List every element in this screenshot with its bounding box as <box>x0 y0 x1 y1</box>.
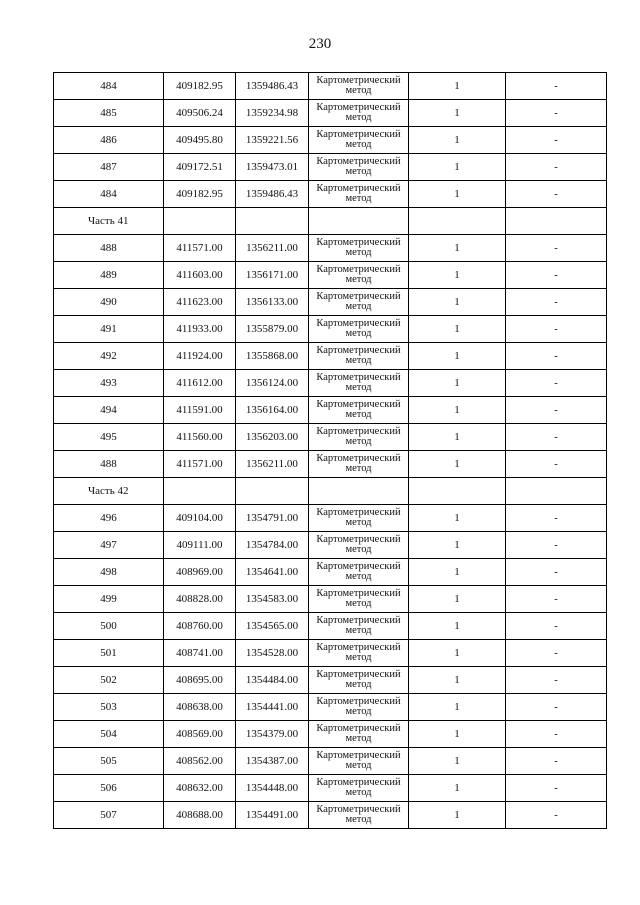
accuracy-cell: 1 <box>409 154 506 181</box>
empty-cell <box>409 208 506 235</box>
y-coordinate-cell: 1359486.43 <box>236 73 309 100</box>
point-number-cell: 484 <box>54 73 164 100</box>
x-coordinate-cell: 409104.00 <box>164 505 236 532</box>
method-cell: Картометрический метод <box>309 640 409 667</box>
table-row <box>54 802 607 829</box>
table-row <box>54 505 607 532</box>
point-number-cell: 506 <box>54 775 164 802</box>
empty-cell <box>506 208 607 235</box>
method-cell: Картометрический метод <box>309 181 409 208</box>
x-coordinate-cell: 409111.00 <box>164 532 236 559</box>
point-number-cell: 497 <box>54 532 164 559</box>
empty-cell <box>309 208 409 235</box>
note-cell: - <box>506 127 607 154</box>
method-cell: Картометрический метод <box>309 613 409 640</box>
accuracy-cell: 1 <box>409 289 506 316</box>
accuracy-cell: 1 <box>409 505 506 532</box>
note-cell: - <box>506 424 607 451</box>
accuracy-cell: 1 <box>409 667 506 694</box>
x-coordinate-cell: 408760.00 <box>164 613 236 640</box>
x-coordinate-cell: 411623.00 <box>164 289 236 316</box>
coordinates-table-body <box>54 73 607 829</box>
method-cell: Картометрический метод <box>309 154 409 181</box>
y-coordinate-cell: 1355868.00 <box>236 343 309 370</box>
method-cell: Картометрический метод <box>309 262 409 289</box>
accuracy-cell: 1 <box>409 640 506 667</box>
x-coordinate-cell: 411612.00 <box>164 370 236 397</box>
note-cell: - <box>506 100 607 127</box>
x-coordinate-cell: 411933.00 <box>164 316 236 343</box>
x-coordinate-cell: 411603.00 <box>164 262 236 289</box>
note-cell: - <box>506 370 607 397</box>
y-coordinate-cell: 1359473.01 <box>236 154 309 181</box>
y-coordinate-cell: 1354528.00 <box>236 640 309 667</box>
point-number-cell: 493 <box>54 370 164 397</box>
method-cell: Картометрический метод <box>309 775 409 802</box>
note-cell: - <box>506 640 607 667</box>
point-number-cell: 504 <box>54 721 164 748</box>
accuracy-cell: 1 <box>409 775 506 802</box>
accuracy-cell: 1 <box>409 721 506 748</box>
x-coordinate-cell: 408688.00 <box>164 802 236 829</box>
y-coordinate-cell: 1354484.00 <box>236 667 309 694</box>
table-row <box>54 343 607 370</box>
x-coordinate-cell: 408741.00 <box>164 640 236 667</box>
table-row <box>54 451 607 478</box>
method-cell: Картометрический метод <box>309 802 409 829</box>
point-number-cell: 492 <box>54 343 164 370</box>
table-row <box>54 586 607 613</box>
accuracy-cell: 1 <box>409 343 506 370</box>
table-row <box>54 748 607 775</box>
table-row <box>54 721 607 748</box>
note-cell: - <box>506 613 607 640</box>
point-number-cell: 496 <box>54 505 164 532</box>
method-cell: Картометрический метод <box>309 505 409 532</box>
method-cell: Картометрический метод <box>309 694 409 721</box>
method-cell: Картометрический метод <box>309 559 409 586</box>
point-number-cell: 494 <box>54 397 164 424</box>
note-cell: - <box>506 694 607 721</box>
x-coordinate-cell: 408632.00 <box>164 775 236 802</box>
y-coordinate-cell: 1359221.56 <box>236 127 309 154</box>
x-coordinate-cell: 411560.00 <box>164 424 236 451</box>
point-number-cell: 499 <box>54 586 164 613</box>
x-coordinate-cell: 408638.00 <box>164 694 236 721</box>
y-coordinate-cell: 1354565.00 <box>236 613 309 640</box>
method-cell: Картометрический метод <box>309 748 409 775</box>
accuracy-cell: 1 <box>409 127 506 154</box>
accuracy-cell: 1 <box>409 73 506 100</box>
method-cell: Картометрический метод <box>309 127 409 154</box>
y-coordinate-cell: 1359234.98 <box>236 100 309 127</box>
empty-cell <box>236 478 309 505</box>
y-coordinate-cell: 1356211.00 <box>236 451 309 478</box>
point-number-cell: 503 <box>54 694 164 721</box>
table-row <box>54 775 607 802</box>
table-row <box>54 559 607 586</box>
point-number-cell: 507 <box>54 802 164 829</box>
note-cell: - <box>506 262 607 289</box>
table-row <box>54 694 607 721</box>
method-cell: Картометрический метод <box>309 667 409 694</box>
accuracy-cell: 1 <box>409 451 506 478</box>
table-row <box>54 532 607 559</box>
note-cell: - <box>506 505 607 532</box>
accuracy-cell: 1 <box>409 424 506 451</box>
accuracy-cell: 1 <box>409 397 506 424</box>
method-cell: Картометрический метод <box>309 451 409 478</box>
note-cell: - <box>506 532 607 559</box>
y-coordinate-cell: 1354441.00 <box>236 694 309 721</box>
note-cell: - <box>506 802 607 829</box>
note-cell: - <box>506 343 607 370</box>
y-coordinate-cell: 1354791.00 <box>236 505 309 532</box>
accuracy-cell: 1 <box>409 181 506 208</box>
point-number-cell: 489 <box>54 262 164 289</box>
x-coordinate-cell: 409495.80 <box>164 127 236 154</box>
y-coordinate-cell: 1354448.00 <box>236 775 309 802</box>
table-row <box>54 289 607 316</box>
table-row <box>54 397 607 424</box>
x-coordinate-cell: 408828.00 <box>164 586 236 613</box>
part-label-cell: Часть 41 <box>54 208 164 235</box>
x-coordinate-cell: 409172.51 <box>164 154 236 181</box>
y-coordinate-cell: 1354583.00 <box>236 586 309 613</box>
note-cell: - <box>506 154 607 181</box>
method-cell: Картометрический метод <box>309 424 409 451</box>
method-cell: Картометрический метод <box>309 370 409 397</box>
method-cell: Картометрический метод <box>309 73 409 100</box>
point-number-cell: 502 <box>54 667 164 694</box>
accuracy-cell: 1 <box>409 613 506 640</box>
coordinates-table <box>53 72 607 829</box>
table-row <box>54 613 607 640</box>
empty-cell <box>409 478 506 505</box>
table-row <box>54 73 607 100</box>
accuracy-cell: 1 <box>409 802 506 829</box>
note-cell: - <box>506 397 607 424</box>
table-row <box>54 181 607 208</box>
x-coordinate-cell: 411571.00 <box>164 235 236 262</box>
point-number-cell: 488 <box>54 235 164 262</box>
accuracy-cell: 1 <box>409 235 506 262</box>
accuracy-cell: 1 <box>409 586 506 613</box>
x-coordinate-cell: 409182.95 <box>164 73 236 100</box>
note-cell: - <box>506 316 607 343</box>
part-header-row <box>54 478 607 505</box>
y-coordinate-cell: 1354491.00 <box>236 802 309 829</box>
method-cell: Картометрический метод <box>309 235 409 262</box>
point-number-cell: 501 <box>54 640 164 667</box>
table-row <box>54 100 607 127</box>
method-cell: Картометрический метод <box>309 397 409 424</box>
note-cell: - <box>506 73 607 100</box>
point-number-cell: 485 <box>54 100 164 127</box>
empty-cell <box>236 208 309 235</box>
empty-cell <box>164 208 236 235</box>
note-cell: - <box>506 586 607 613</box>
point-number-cell: 487 <box>54 154 164 181</box>
y-coordinate-cell: 1356164.00 <box>236 397 309 424</box>
x-coordinate-cell: 411571.00 <box>164 451 236 478</box>
note-cell: - <box>506 235 607 262</box>
accuracy-cell: 1 <box>409 559 506 586</box>
note-cell: - <box>506 181 607 208</box>
x-coordinate-cell: 411924.00 <box>164 343 236 370</box>
table-row <box>54 262 607 289</box>
point-number-cell: 491 <box>54 316 164 343</box>
x-coordinate-cell: 411591.00 <box>164 397 236 424</box>
x-coordinate-cell: 408569.00 <box>164 721 236 748</box>
accuracy-cell: 1 <box>409 694 506 721</box>
point-number-cell: 495 <box>54 424 164 451</box>
note-cell: - <box>506 451 607 478</box>
y-coordinate-cell: 1354641.00 <box>236 559 309 586</box>
table-row <box>54 154 607 181</box>
point-number-cell: 498 <box>54 559 164 586</box>
point-number-cell: 505 <box>54 748 164 775</box>
page-number: 230 <box>308 36 332 52</box>
note-cell: - <box>506 721 607 748</box>
point-number-cell: 484 <box>54 181 164 208</box>
part-header-row <box>54 208 607 235</box>
empty-cell <box>309 478 409 505</box>
table-row <box>54 235 607 262</box>
note-cell: - <box>506 748 607 775</box>
y-coordinate-cell: 1356124.00 <box>236 370 309 397</box>
accuracy-cell: 1 <box>409 532 506 559</box>
y-coordinate-cell: 1354387.00 <box>236 748 309 775</box>
accuracy-cell: 1 <box>409 262 506 289</box>
x-coordinate-cell: 408562.00 <box>164 748 236 775</box>
y-coordinate-cell: 1354784.00 <box>236 532 309 559</box>
point-number-cell: 486 <box>54 127 164 154</box>
y-coordinate-cell: 1356203.00 <box>236 424 309 451</box>
accuracy-cell: 1 <box>409 316 506 343</box>
method-cell: Картометрический метод <box>309 289 409 316</box>
accuracy-cell: 1 <box>409 748 506 775</box>
y-coordinate-cell: 1356171.00 <box>236 262 309 289</box>
note-cell: - <box>506 667 607 694</box>
accuracy-cell: 1 <box>409 100 506 127</box>
x-coordinate-cell: 409182.95 <box>164 181 236 208</box>
method-cell: Картометрический метод <box>309 532 409 559</box>
empty-cell <box>164 478 236 505</box>
table-row <box>54 316 607 343</box>
y-coordinate-cell: 1354379.00 <box>236 721 309 748</box>
y-coordinate-cell: 1356211.00 <box>236 235 309 262</box>
method-cell: Картометрический метод <box>309 586 409 613</box>
method-cell: Картометрический метод <box>309 721 409 748</box>
method-cell: Картометрический метод <box>309 316 409 343</box>
x-coordinate-cell: 408695.00 <box>164 667 236 694</box>
point-number-cell: 490 <box>54 289 164 316</box>
table-row <box>54 667 607 694</box>
method-cell: Картометрический метод <box>309 100 409 127</box>
table-row <box>54 640 607 667</box>
method-cell: Картометрический метод <box>309 343 409 370</box>
x-coordinate-cell: 409506.24 <box>164 100 236 127</box>
y-coordinate-cell: 1356133.00 <box>236 289 309 316</box>
table-row <box>54 127 607 154</box>
note-cell: - <box>506 559 607 586</box>
y-coordinate-cell: 1355879.00 <box>236 316 309 343</box>
x-coordinate-cell: 408969.00 <box>164 559 236 586</box>
part-label-cell: Часть 42 <box>54 478 164 505</box>
point-number-cell: 500 <box>54 613 164 640</box>
table-row <box>54 370 607 397</box>
accuracy-cell: 1 <box>409 370 506 397</box>
table-row <box>54 424 607 451</box>
y-coordinate-cell: 1359486.43 <box>236 181 309 208</box>
note-cell: - <box>506 775 607 802</box>
note-cell: - <box>506 289 607 316</box>
empty-cell <box>506 478 607 505</box>
point-number-cell: 488 <box>54 451 164 478</box>
